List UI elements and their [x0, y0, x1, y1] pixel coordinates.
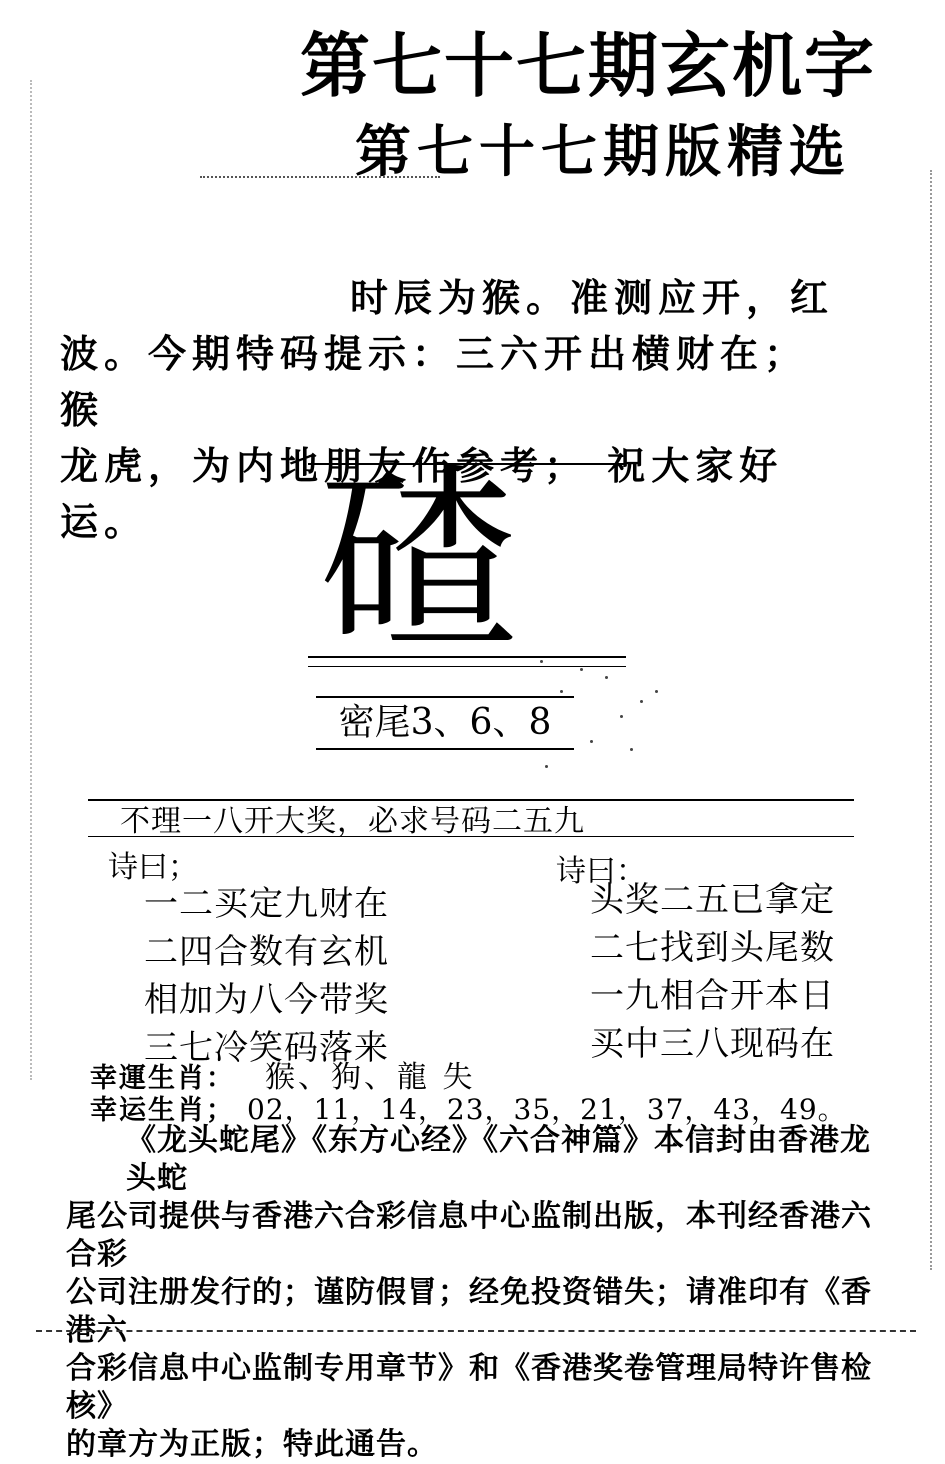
riddle-bottom-rule-thin — [308, 666, 626, 667]
intro-line-1: 时辰为猴。准测应开，红 — [350, 275, 835, 320]
riddle-bottom-rule — [308, 656, 626, 658]
intro-line-3: 龙虎，为内地朋友作参考； 祝大家好运。 — [60, 443, 784, 544]
secret-tail-box: 密尾3、6、8 — [316, 696, 574, 750]
poem-right-line: 一九相合开本日 — [590, 976, 835, 1016]
poem-left-label: 诗曰； — [108, 850, 198, 885]
poem-right-line: 买中三八现码在 — [590, 1024, 835, 1064]
scan-speck — [580, 668, 583, 671]
notice-line: 合彩信息中心监制专用章节》和《香港奖卷管理局特许售检核》 — [66, 1351, 872, 1424]
scan-speck — [620, 715, 623, 718]
left-edge-scan-marks — [30, 80, 34, 1080]
notice-line: 尾公司提供与香港六合彩信息中心监制出版，本刊经香港六合彩 — [66, 1199, 872, 1272]
page-subtitle: 第七十七期版精选 — [355, 119, 851, 185]
scan-speck — [630, 748, 633, 751]
scan-speck — [545, 765, 548, 768]
scan-speck — [640, 700, 643, 703]
official-notice — [66, 1122, 886, 1464]
poem-left — [144, 880, 389, 1072]
poem-left-line: 二四合数有玄机 — [144, 932, 389, 972]
poem-left-line: 相加为八今带奖 — [144, 980, 389, 1020]
page-title: 第七十七期玄机字 — [300, 25, 876, 107]
scan-speck — [655, 690, 658, 693]
notice-line: 公司注册发行的；谨防假冒；经免投资错失；请准印有《香港六 — [66, 1275, 872, 1348]
hint-line: 不理一八开大奖，必求号码二五九 — [120, 804, 585, 839]
poem-right-line: 二七找到头尾数 — [590, 928, 835, 968]
lucky-zodiac-label: 幸運生肖： — [90, 1063, 235, 1094]
lucky-numbers-label: 幸运生肖； — [90, 1095, 235, 1126]
lucky-zodiac-value: 猴、狗、龍 失 — [265, 1060, 476, 1095]
notice-line: 《龙头蛇尾》《东方心经》《六合神篇》本信封由香港龙头蛇 — [126, 1123, 871, 1196]
scan-speck — [560, 690, 563, 693]
riddle-character: 碴 — [318, 446, 519, 679]
poem-left-line: 三七冷笑码落来 — [144, 1028, 389, 1068]
intro-line-2: 波。今期特码提示：三六开出横财在；猴 — [60, 331, 809, 432]
poem-left-line: 一二买定九财在 — [144, 884, 389, 924]
poem-right-line: 头奖二五已拿定 — [590, 880, 835, 920]
hint-bottom-rule — [88, 836, 854, 837]
dotted-divider — [200, 176, 440, 178]
lucky-numbers-value: 02，11，14，23，35，21，37，43，49。 — [247, 1093, 847, 1126]
poem-right-label: 诗曰： — [556, 854, 646, 889]
right-edge-scan-marks — [930, 170, 934, 1270]
scan-speck — [590, 740, 593, 743]
scan-speck — [605, 676, 608, 679]
poem-right — [590, 876, 835, 1068]
bottom-dashed-border — [36, 1330, 916, 1332]
notice-line: 的章方为正版；特此通告。 — [66, 1427, 438, 1462]
scan-speck — [540, 660, 543, 663]
